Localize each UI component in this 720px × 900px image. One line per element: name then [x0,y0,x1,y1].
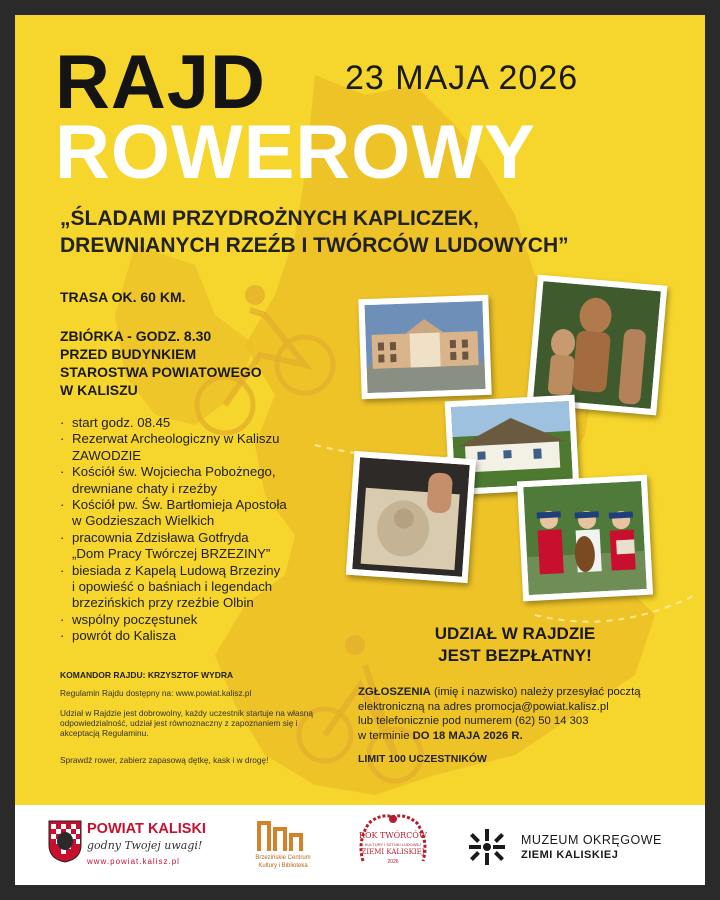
powiat-coat-of-arms-icon [47,819,83,863]
registration-line-1: (imię i nazwisko) należy przesyłać pocztą [430,686,641,698]
powiat-url: www.powiat.kalisz.pl [87,857,180,866]
equipment-tip: Sprawdź rower, zabierz zapasową dętkę, kask i w drogę! [60,755,269,765]
voluntary-info: Udział w Rajdzie jest dobrowolny, każdy uczestnik startuje na własną odpowiedzialność, udział jest równoznaczny z zapoznaniem się i akceptacją Regulaminu. [60,708,314,738]
meeting-point [60,327,330,399]
bck-building-icon [255,817,305,853]
poster [15,15,705,885]
registration-deadline-prefix: w terminie [358,729,413,742]
route-stop: · powrót do Kalisza [60,628,360,644]
registration-line-2: elektroniczną na adres promocja@powiat.kalisz.pl [358,700,609,713]
free-participation-notice [385,623,645,667]
powiat-kaliski-logo [47,819,207,875]
rok-line-3: ZIEMI KALISKIEJ [361,848,425,856]
meeting-line-2: PRZED BUDYNKIEM [60,346,197,362]
meeting-line-3: STAROSTWA POWIATOWEGO [60,364,262,380]
route-stop: · start godz. 08.45 [60,415,360,431]
route-stop: · biesiada z Kapelą Ludową Brzeziny i opowieść o baśniach i legendach brzezińskich przy rzeźbie Olbin [60,563,360,612]
event-date: 23 MAJA 2026 [345,59,579,97]
title-rowerowy: ROWEROWY [55,110,536,195]
museum-line-2: ZIEMI KALISKIEJ [521,849,619,861]
participant-limit: LIMIT 100 UCZESTNIKÓW [358,753,487,765]
rally-commander: KOMANDOR RAJDU: KRZYSZTOF WYDRA [60,670,234,680]
title-rajd: RAJD [55,40,266,125]
registration-line-3: lub telefonicznie pod numerem (62) 50 14 303 [358,715,589,727]
free-line-2: JEST BEZPŁATNY! [438,646,592,665]
registration-label: ZGŁOSZENIA [358,686,431,698]
bck-line-1: Brzezińskie Centrum [255,855,311,861]
route-stop: · Kościół pw. Św. Bartłomieja Apostoła w Godzieszach Wielkich [60,497,360,530]
event-subtitle [60,205,690,259]
free-line-1: UDZIAŁ W RAJDZIE [434,624,596,643]
museum-emblem-icon [465,827,509,867]
powiat-name: POWIAT KALISKI [87,821,206,837]
rok-tworcow-logo [353,811,433,881]
rok-line-1: ROK TWÓRCÓW [358,831,428,840]
route-stops-list [60,415,360,645]
meeting-line-4: W KALISZU [60,382,138,398]
sponsor-footer [15,805,705,885]
powiat-slogan: godny Twojej uwagi! [87,839,203,852]
meeting-line-1: ZBIÓRKA - GODZ. 8.30 [60,328,212,344]
rules-info: Regulamin Rajdu dostępny na: www.powiat.kalisz.pl [60,688,252,698]
registration-deadline: DO 18 MAJA 2026 R. [412,729,523,742]
route-stop: · wspólny poczęstunek [60,612,360,628]
bck-line-2: Kultury i Biblioteka [258,863,308,869]
subtitle-line-2: DREWNIANYCH RZEŹB I TWÓRCÓW LUDOWYCH” [60,234,569,257]
rok-line-2: KULTURY I SZTUKI LUDOWEJ [364,842,422,847]
registration-info [358,685,678,743]
rok-year: 2026 [387,859,399,865]
photo-starostwo-building [358,295,491,399]
photo-folk-band [517,475,653,602]
route-distance: TRASA OK. 60 KM. [60,289,186,305]
museum-logo [465,827,685,871]
photo-wooden-sculptures [527,275,668,416]
photo-carving-workshop [346,451,476,583]
route-stop: · Rezerwat Archeologiczny w Kaliszu ZAWODZIE [60,431,360,464]
route-stop: · Kościół św. Wojciecha Pobożnego, drewniane chaty i rzeźby [60,464,360,497]
bck-logo [243,817,323,879]
route-stop: · pracownia Zdzisława Gotfryda „Dom Pracy Twórczej BRZEZINY” [60,530,360,563]
museum-line-1: MUZEUM OKRĘGOWE [521,833,662,847]
subtitle-line-1: „ŚLADAMI PRZYDROŻNYCH KAPLICZEK, [60,207,479,230]
